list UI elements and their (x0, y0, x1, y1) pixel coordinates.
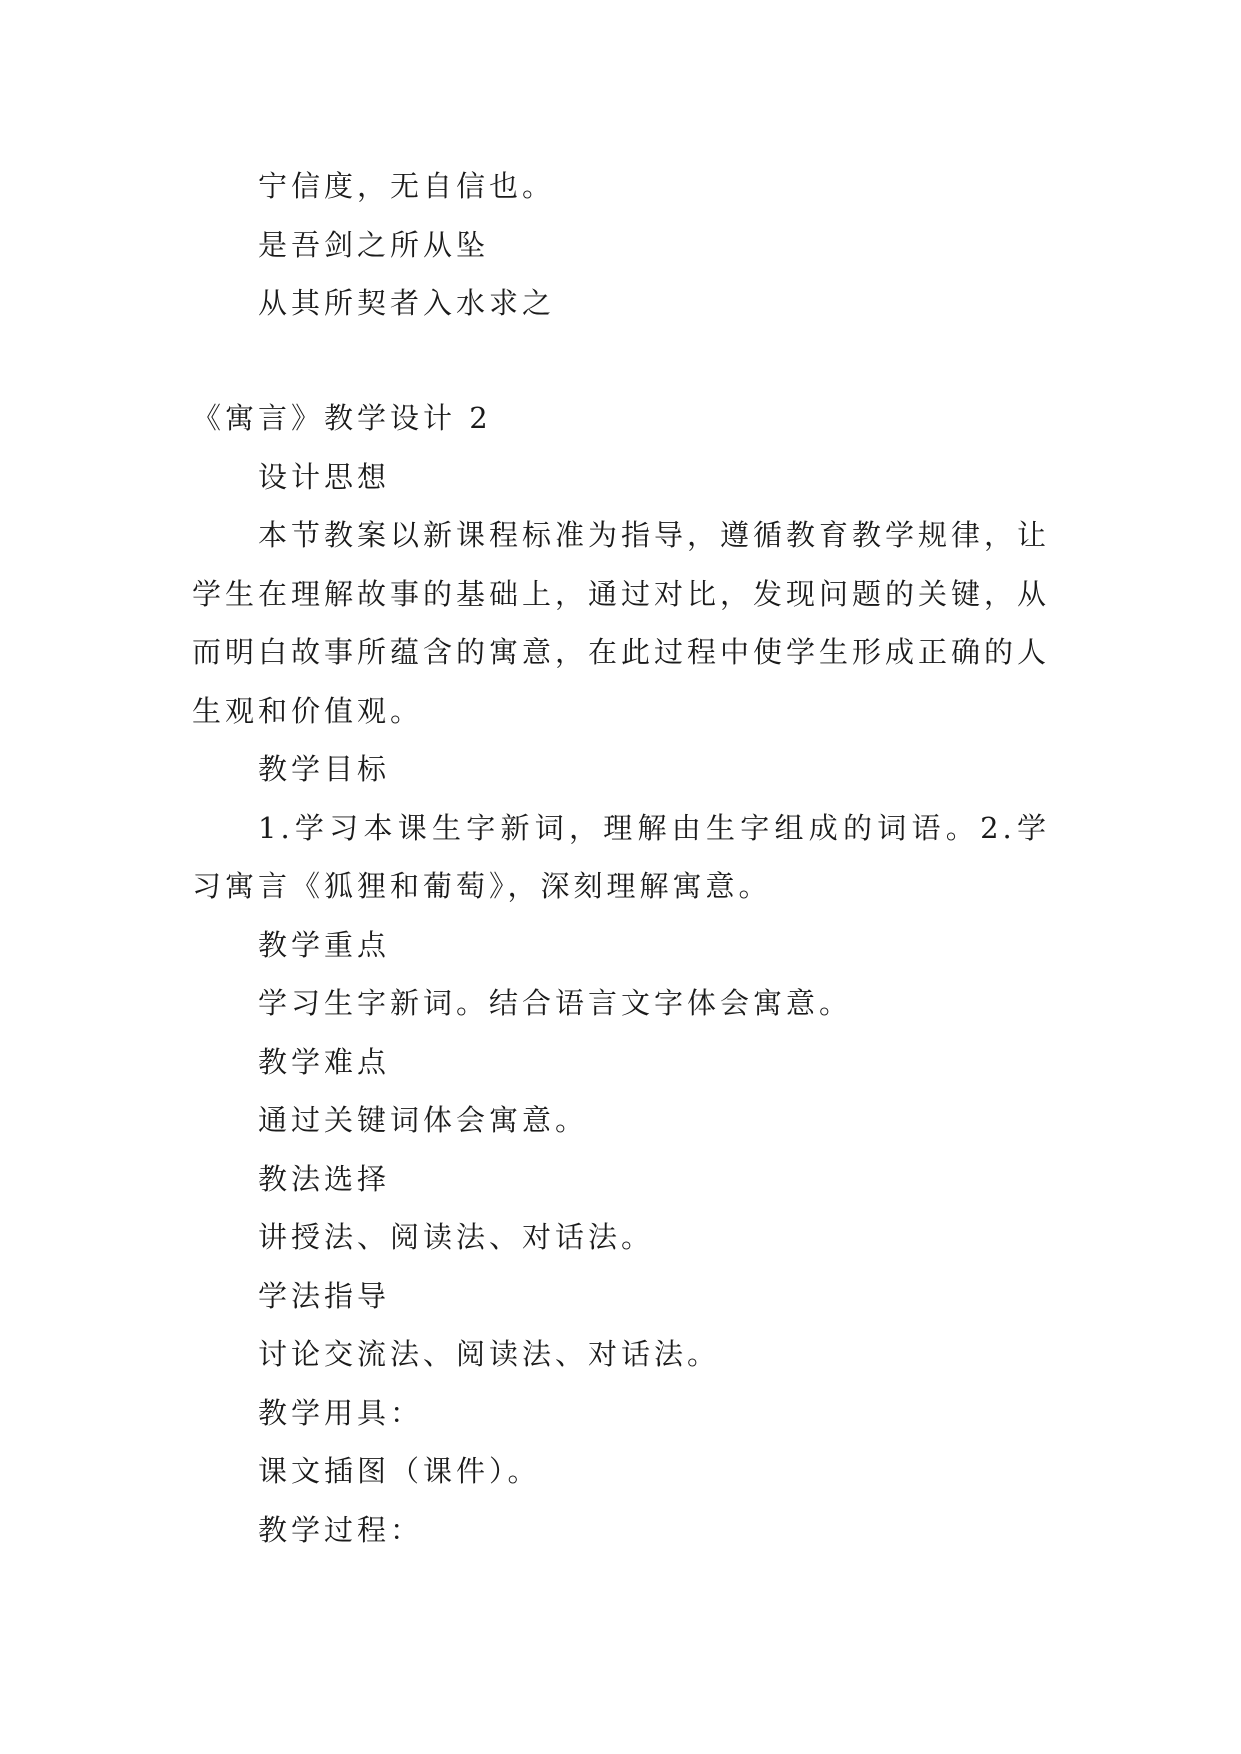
difficulties-heading: 教学难点 (258, 1044, 391, 1079)
section-title: 《寓言》教学设计 2 (192, 401, 492, 435)
goals-paragraph: 1.学习本课生字新词，理解由生字组成的词语。2.学习寓言《狐狸和葡萄》，深刻理解寓意。 (192, 810, 1050, 903)
design-idea-paragraph: 本节教案以新课程标准为指导，遵循教育教学规律，让学生在理解故事的基础上，通过对比，发现问题的关键，从而明白故事所蕴含的寓意，在此过程中使学生形成正确的人生观和价值观。 (192, 518, 1051, 728)
difficulties-text: 通过关键词体会寓意。 (258, 1103, 589, 1137)
method-text: 讲授法、阅读法、对话法。 (258, 1220, 655, 1254)
quote-lines (192, 157, 1050, 333)
design-idea-heading: 设计思想 (258, 459, 391, 494)
tools-heading: 教学用具： (258, 1395, 424, 1430)
method-heading: 教法选择 (258, 1161, 391, 1196)
text-line: 从其所契者入水求之 (258, 286, 556, 320)
tools-text: 课文插图（课件）。 (258, 1454, 541, 1488)
goals-heading: 教学目标 (258, 752, 391, 786)
key-points-heading: 教学重点 (258, 927, 391, 962)
key-points-text: 学习生字新词。结合语言文字体会寓意。 (258, 986, 853, 1020)
study-text: 讨论交流法、阅读法、对话法。 (258, 1337, 721, 1371)
lesson-plan-section (192, 389, 1050, 1559)
process-heading: 教学过程： (258, 1512, 424, 1547)
text-line: 是吾剑之所从坠 (258, 227, 490, 262)
study-heading: 学法指导 (258, 1278, 391, 1313)
text-line: 宁信度，无自信也。 (258, 169, 556, 203)
